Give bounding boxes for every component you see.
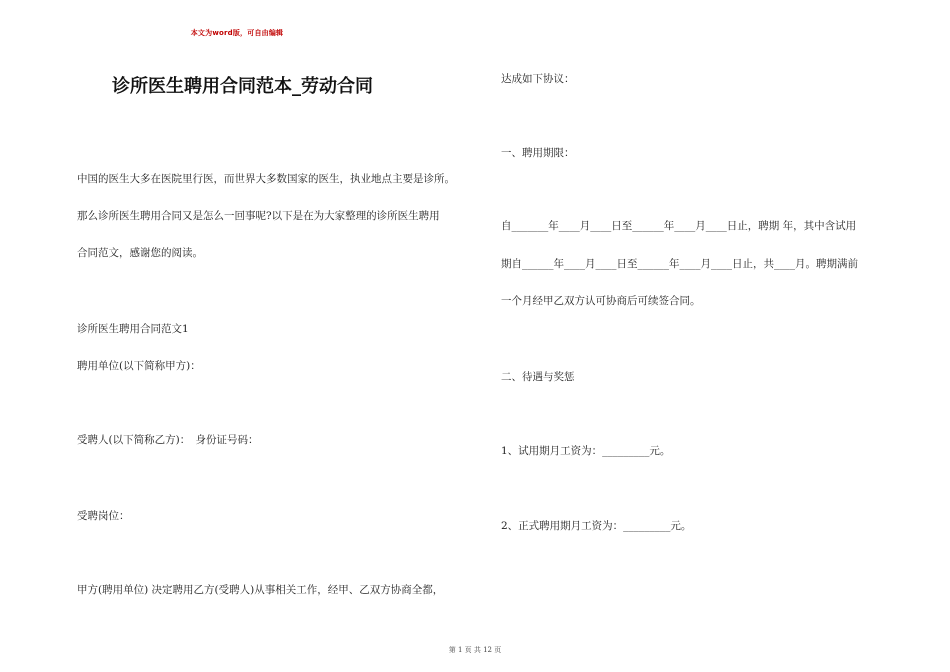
term-line-3: 一个月经甲乙双方认可协商后可续签合同。 [501, 295, 701, 307]
intro-line-2: 那么诊所医生聘用合同又是怎么一回事呢?以下是在为大家整理的诊所医生聘用 [77, 210, 440, 222]
page-footer: 第 1 页 共 12 页 [448, 646, 502, 654]
term-line-2: 期自______年____月____日至______年____月____日止，共____月。聘期满前 [501, 258, 858, 270]
position-line: 受聘岗位： [77, 510, 130, 522]
document-title: 诊所医生聘用合同范本_劳动合同 [112, 76, 373, 97]
probation-salary-line: 1、试用期月工资为：_________元。 [501, 445, 671, 457]
agreed-line: 达成如下协议： [501, 73, 575, 85]
pay-heading: 二、待遇与奖惩 [501, 371, 575, 383]
section-heading: 诊所医生聘用合同范文1 [77, 323, 189, 335]
intro-line-1: 中国的医生大多在医院里行医，而世界大多数国家的医生，执业地点主要是诊所。 [77, 173, 455, 185]
watermark-text: 本文为word版，可自由编辑 [190, 29, 284, 37]
agreement-line: 甲方(聘用单位) 决定聘用乙方(受聘人)从事相关工作，经甲、乙双方协商全都， [77, 584, 444, 596]
employer-line: 聘用单位(以下简称甲方)： [77, 360, 201, 372]
formal-salary-line: 2、正式聘用期月工资为：_________元。 [501, 520, 692, 532]
term-heading: 一、聘用期限： [501, 147, 575, 159]
term-line-1: 自_______年____月____日至______年____月____日止，聘期 年，其中含试用 [501, 220, 857, 232]
employee-line: 受聘人(以下简称乙方)： 身份证号码： [77, 434, 259, 446]
intro-line-3: 合同范文，感谢您的阅读。 [77, 247, 203, 259]
